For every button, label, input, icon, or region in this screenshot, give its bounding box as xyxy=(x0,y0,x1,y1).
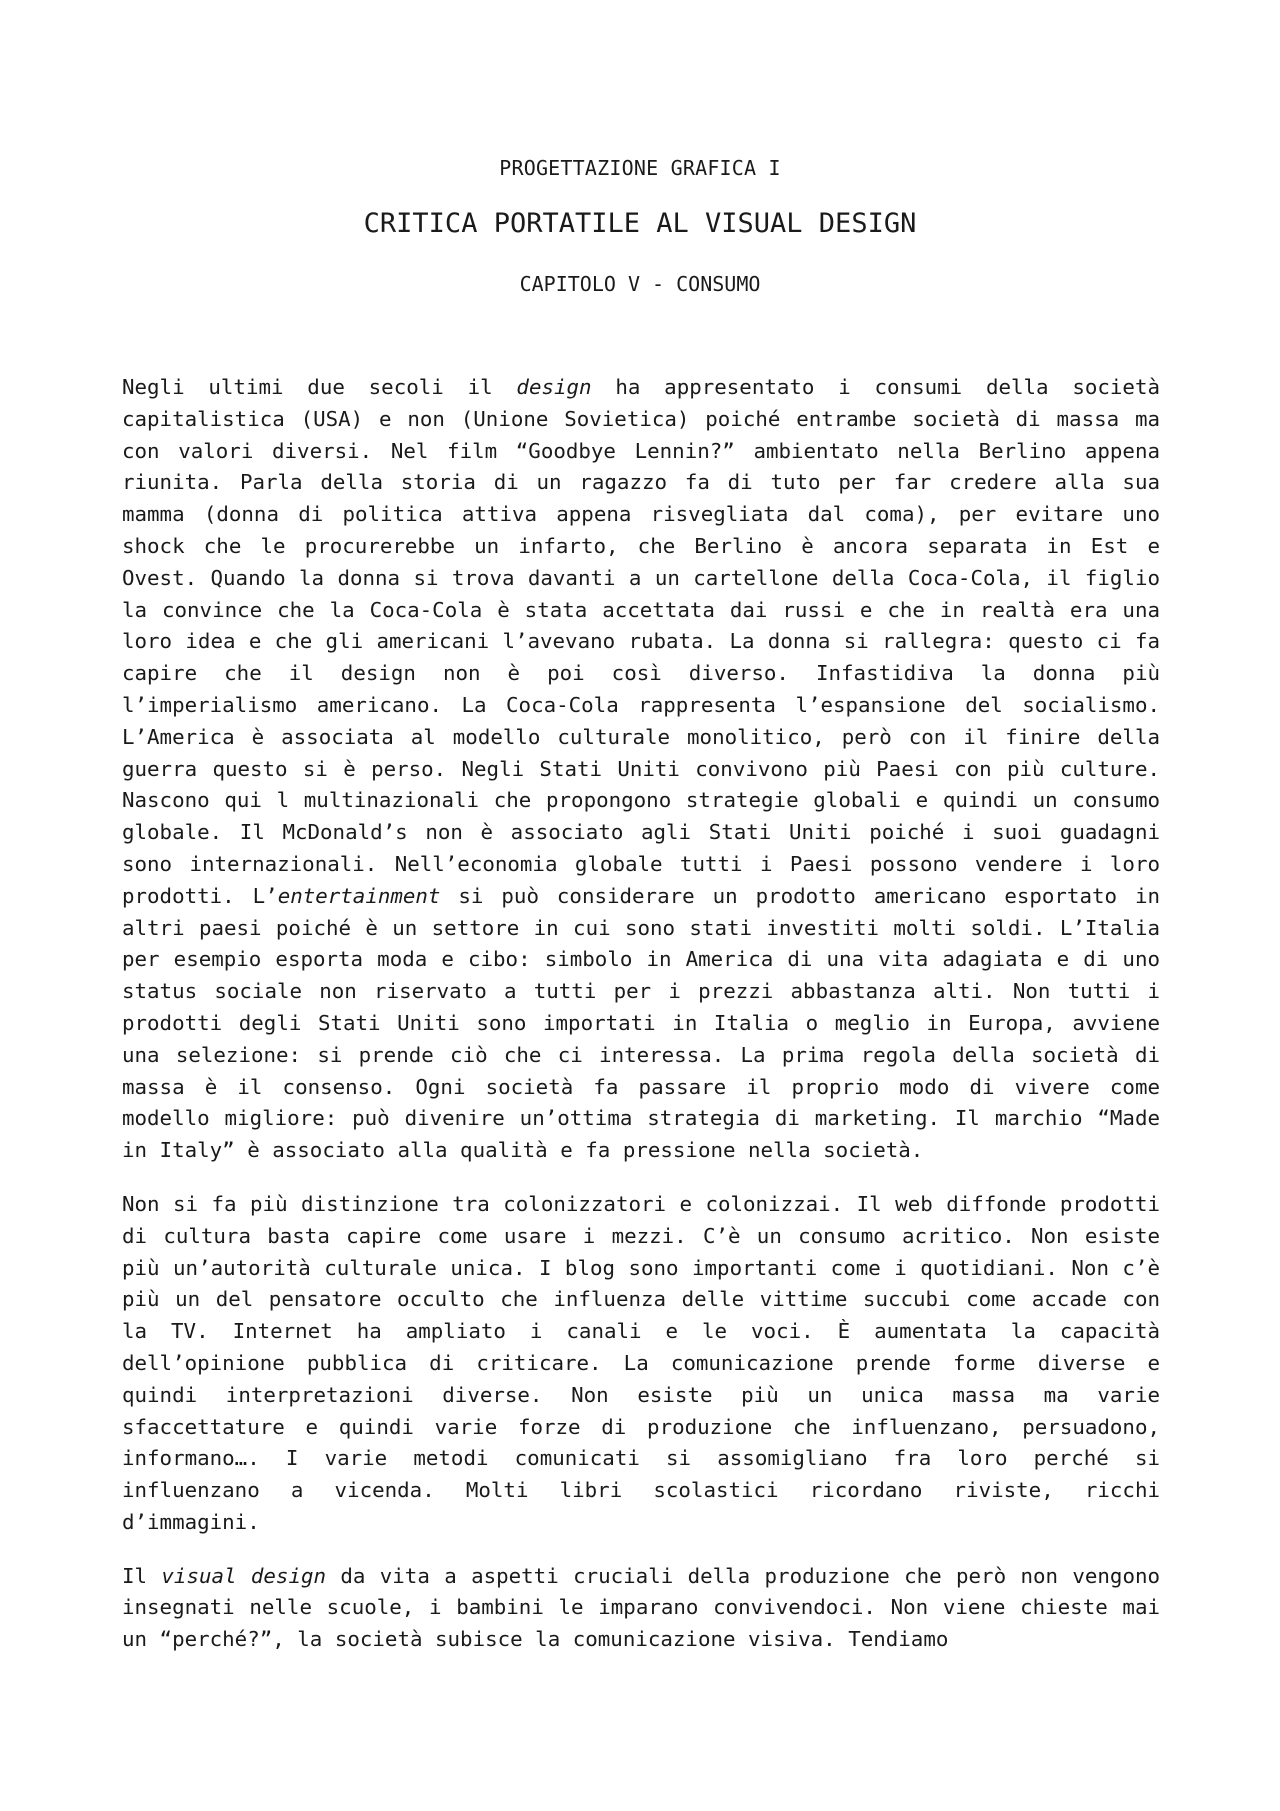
paragraph-1-italic-entertainment: entertainment xyxy=(277,883,441,908)
paragraph-1 xyxy=(122,372,1160,1167)
document-title: CRITICA PORTATILE AL VISUAL DESIGN xyxy=(363,208,917,239)
paragraph-3-italic-visual-design: visual design xyxy=(161,1563,327,1588)
paragraph-1-part-e: si può considerare un prodotto americano esportato in altri paesi poiché è un settore in cui sono stati investiti molti soldi. L’Italia per esempio esporta moda e cibo: simbolo in America di una vita adagiata e di uno status sociale non riservato a tutti per i prezzi abbastanza alti. Non tutti i prodotti degli Stati Uniti sono importati in Italia o meglio in Europa, avviene una selezione: si prende ciò che ci interessa. La prima regola della società di massa è il consenso. Ogni società fa passare il proprio modo di vivere come modello migliore: può divenire un’ottima strategia di marketing. Il marchio “Made in Italy” è associato alla qualità e fa pressione nella società. xyxy=(122,883,1161,1163)
paragraph-1-italic-design: design xyxy=(516,375,592,399)
paragraph-2: Non si fa più distinzione tra colonizzatori e colonizzai. Il web diffonde prodotti di cultura basta capire come usare i mezzi. C’è un consumo acritico. Non esiste più un’autorità culturale unica. I blog sono importanti come i quotidiani. Non c’è più un del pensatore occulto che influenza delle vittime succubi come accade con la TV. Internet ha ampliato i canali e le voci. È aumentata la capacità dell’opinione pubblica di criticare. La comunicazione prende forme diverse e quindi interpretazioni diverse. Non esiste più un unica massa ma varie sfaccettature e quindi varie forze di produzione che influenzano, persuadono, informano…. I varie metodi comunicati si assomigliano fra loro perché si influenzano a vicenda. Molti libri scolastici ricordano riviste, ricchi d’immagini. xyxy=(122,1191,1160,1534)
course-heading: PROGETTAZIONE GRAFICA I xyxy=(499,156,781,180)
paragraph-1-part-c: ha appresentato i consumi della società capitalistica (USA) e non (Unione Sovietica) poiché entrambe società di massa ma con valori diversi. Nel film “Goodbye Lennin?” ambientato nella Berlino appena riunita. Parla della storia di un ragazzo fa di tuto per far credere alla sua mamma (donna di politica attiva appena risvegliata dal coma), per evitare uno shock che le procurerebbe un infarto, che Berlino è ancora separata in Est e Ovest. Quando la donna si trova davanti a un cartellone della Coca-Cola, il figlio la convince che la Coca-Cola è stata accettata dai russi e che in realtà era una loro idea e che gli americani l’avevano rubata. La donna si rallegra: questo ci fa capire che il design non è poi così diverso. Infastidiva la donna più l’imperialismo americano. La Coca-Cola rappresenta l’espansione del socialismo. L’America è associata al modello culturale monolitico, però con il finire della guerra questo si è perso. Negli Stati Uniti convivono più Paesi con più culture. Nascono qui l multinazionali che propongono strategie globali e quindi un consumo globale. Il McDonald’s non è associato agli Stati Uniti poiché i suoi guadagni sono internazionali. Nell’economia globale tutti i Paesi possono vendere i loro prodotti. L’ xyxy=(122,375,1160,908)
chapter-heading: CAPITOLO V - CONSUMO xyxy=(519,272,761,296)
paragraph-3-part-c: da vita a aspetti cruciali della produzione che però non vengono insegnati nelle scuole, i bambini le imparano convivendoci. Non viene chieste mai un “perché?”, la società subisce la comunicazione visiva. Tendiamo xyxy=(122,1563,1161,1652)
paragraph-1-part-a: Negli ultimi due secoli il xyxy=(122,375,517,399)
paragraph-3 xyxy=(122,1561,1160,1656)
body-text xyxy=(122,372,1160,1678)
paragraph-3-part-a: Il xyxy=(122,1563,162,1588)
